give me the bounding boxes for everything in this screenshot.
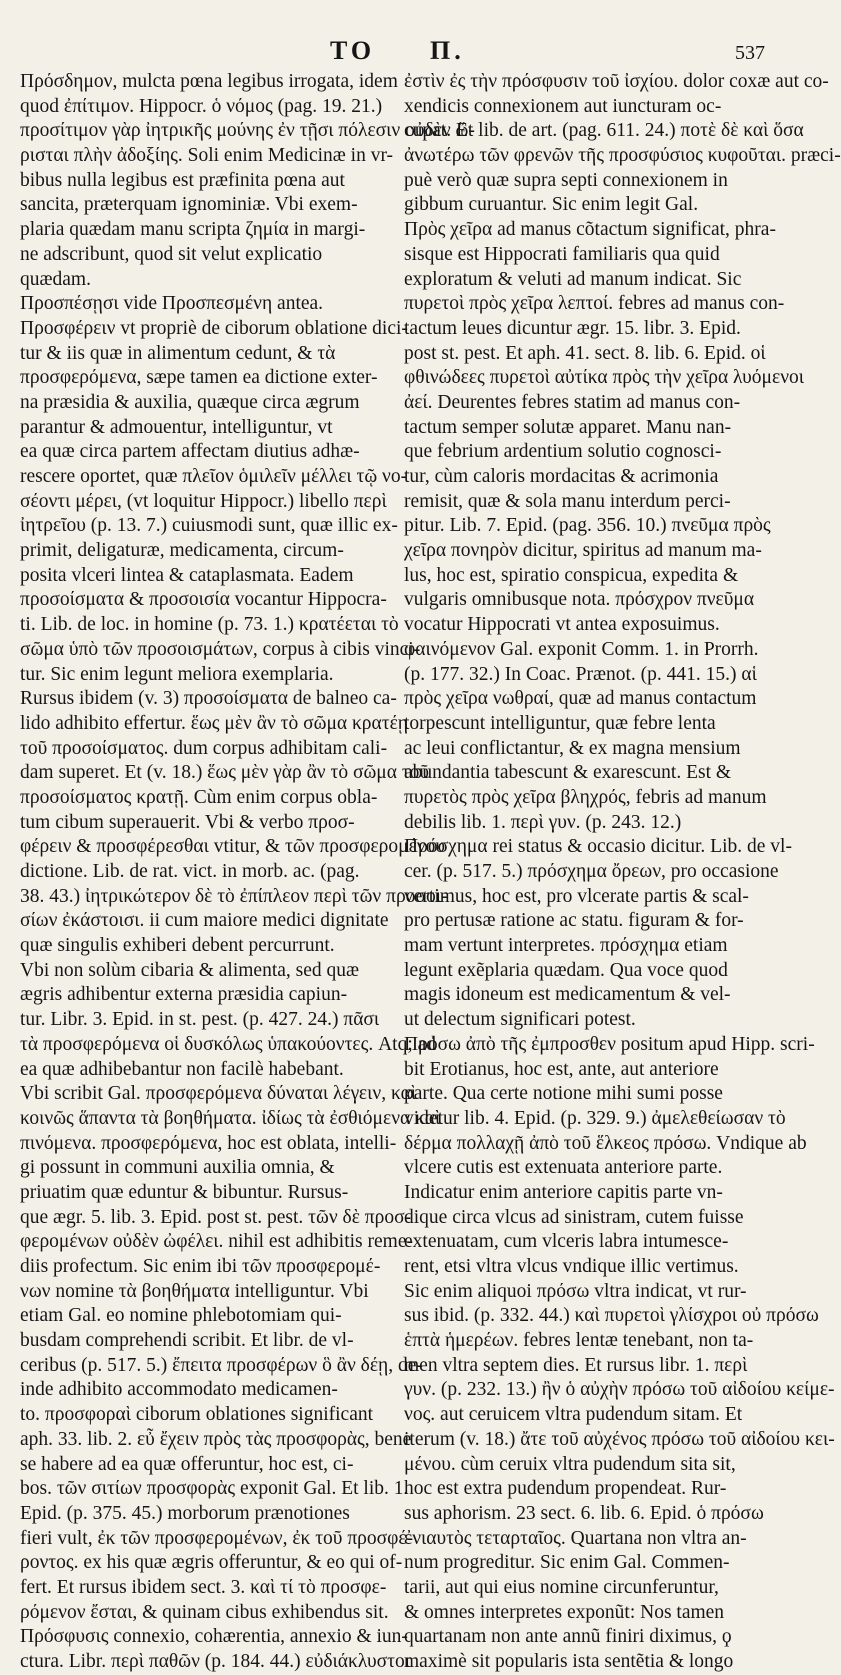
- text-line: quæ singulis exhiberi debent percurrunt.: [20, 935, 335, 957]
- text-line: Sic enim aliquoi πρόσω vltra indicat, vt rur-: [404, 1280, 747, 1302]
- text-line: ea quæ adhibebantur non facilè habebant.: [20, 1058, 344, 1080]
- text-line: σίων ἐκάστοισι. ii cum maiore medici dignitate: [20, 910, 389, 932]
- page-number: 537: [735, 42, 765, 64]
- text-line: ροντος. ex his quæ ægris offeruntur, & eo qui of-: [20, 1552, 403, 1574]
- text-line: Πρόσφυσις connexio, cohærentia, annexio & iun-: [20, 1626, 408, 1648]
- text-line: & omnes interpretes exponũt: Nos tamen: [404, 1601, 725, 1623]
- text-line: tur. Sic enim legunt meliora exemplaria.: [20, 663, 334, 685]
- text-line: φθινώδεες πυρετοὶ αὐτίκα πρὸς τὴν χεῖρα λυόμενοι: [404, 367, 805, 389]
- text-line: etiam Gal. eo nomine phlebotomiam qui-: [20, 1305, 342, 1327]
- text-line: τὰ προσφερόμενα οἱ δυσκόλως ὑπακούοντες. Atq; ad: [20, 1033, 437, 1055]
- text-line: torpescunt intelliguntur, quæ febre lenta: [404, 712, 716, 734]
- text-line: se habere ad ea quæ offeruntur, hoc est, ci-: [20, 1453, 354, 1475]
- text-line: ctura. Libr. περὶ παθῶν (p. 184. 44.) εὐδιάκλυστοι: [20, 1651, 410, 1672]
- text-line: tactum semper solutæ apparet. Manu nan-: [404, 416, 732, 438]
- text-line: rent, etsi vltra vlcus vndique illic vertimus.: [404, 1256, 739, 1277]
- text-line: quartanam non ante annũ finiri diximus, ϙ: [404, 1626, 732, 1648]
- text-line: Πρόσω ἀπὸ τῆς ἐμπροσθεν positum apud Hipp. scri-: [404, 1033, 815, 1055]
- text-line: κοινῶς ἅπαντα τὰ βοηθήματα. ἰδίως τὰ ἐσθιόμενα καὶ: [20, 1107, 441, 1129]
- text-line: pro pertusæ ratione ac statu. figuram & for-: [404, 910, 744, 932]
- text-line: gi possunt in communi auxilia omnia, &: [20, 1157, 335, 1179]
- text-line: ρόμενον ἔσται, & quinam cibus exhibendus sit.: [20, 1601, 389, 1623]
- text-line: σέοντι μέρει, (vt loquitur Hippocr.) libello περὶ: [20, 490, 387, 512]
- text-line: maximè sit popularis ista sentẽtia & longo: [404, 1651, 734, 1672]
- text-line: videtur lib. 4. Epid. (p. 329. 9.) ἀμελεθείωσαν τὸ: [404, 1107, 786, 1129]
- text-line: diis profectum. Sic enim ibi τῶν προσφερομέ-: [20, 1256, 381, 1277]
- text-line: τοῦ προσοίσματος. dum corpus adhibitam cali-: [20, 737, 388, 759]
- header-right: Π.: [430, 36, 465, 65]
- text-line: ἑπτὰ ἡμερέων. febres lentæ tenebant, non ta-: [404, 1330, 754, 1352]
- text-line: plaria quædam manu scripta ζημία in margi-: [20, 219, 366, 241]
- text-line: Vbi non solùm cibaria & alimenta, sed quæ: [20, 959, 360, 981]
- text-line: lus, hoc est, spiratio conspicua, expedita &: [404, 564, 739, 586]
- text-line: sus aphorism. 23 sect. 6. lib. 6. Epid. ὁ πρόσω: [404, 1502, 764, 1524]
- text-line: Indicatur enim anteriore capitis parte vn-: [404, 1181, 723, 1203]
- text-line: μένου. cùm ceruix vltra pudendum sita sit,: [404, 1453, 736, 1475]
- text-line: (p. 177. 32.) In Coac. Prænot. (p. 441. 15.) αἱ: [404, 663, 757, 685]
- text-line: cupat. Et lib. de art. (pag. 611. 24.) ποτὲ δὲ καὶ ὅσα: [404, 120, 804, 142]
- text-line: men vltra septem dies. Et rursus libr. 1. περὶ: [404, 1354, 748, 1376]
- text-line: pitur. Lib. 7. Epid. (pag. 356. 10.) πνεῦμα πρὸς: [404, 515, 771, 537]
- text-line: προσίτιμον γὰρ ἰητρικῆς μούνης ἐν τῇσι πόλεσιν οὐδὲν ὥ-: [20, 120, 475, 142]
- text-line: bibus nulla legibus est præfinita pœna aut: [20, 169, 345, 191]
- text-line: Προσφέρειν vt propriè de ciborum oblatione dici-: [20, 317, 408, 339]
- text-line: hoc est extra pudendum propendeat. Rur-: [404, 1478, 727, 1500]
- text-line: posita vlceri lintea & cataplasmata. Eadem: [20, 564, 354, 586]
- text-line: remisit, quæ & sola manu interdum perci-: [404, 490, 731, 512]
- text-line: tactum leues dicuntur ægr. 15. libr. 3. Epid.: [404, 317, 741, 339]
- text-line: ρισται πλὴν ἀδοξίης. Soli enim Medicinæ in vr-: [20, 145, 394, 167]
- text-line: fieri vult, ἐκ τῶν προσφερομένων, ἐκ τοῦ προσφέ-: [20, 1527, 414, 1549]
- text-line: προσφερόμενα, sæpe tamen ea dictione exter-: [20, 367, 378, 389]
- text-line: Epid. (p. 375. 45.) morborum prænotiones: [20, 1502, 350, 1524]
- text-line: cer. (p. 517. 5.) πρόσχημα ὄρεων, pro occasione: [404, 861, 779, 882]
- text-line: tum cibum superauerit. Vbi & verbo προσ-: [20, 811, 355, 833]
- text-line: προσοίσματος κρατῇ. Cùm enim corpus obla-: [20, 786, 378, 808]
- text-line: xendicis connexionem aut iuncturam oc-: [404, 95, 722, 117]
- text-line: ἀνωτέρω τῶν φρενῶν τῆς προσφύσιος κυφοῦται. præci-: [404, 145, 841, 167]
- text-line: Πρόσχημα rei status & occasio dicitur. Lib. de vl-: [404, 836, 792, 858]
- text-line: lido adhibito effertur. ἕως μὲν ἂν τὸ σῶμα κρατέῃ: [20, 712, 408, 734]
- text-line: busdam comprehendi scribit. Et libr. de vl-: [20, 1330, 354, 1352]
- text-line: priuatim quæ eduntur & bibuntur. Rursus-: [20, 1181, 349, 1203]
- text-line: sus ibid. (p. 332. 44.) καὶ πυρετοὶ γλίσχροι οὐ πρόσω: [404, 1305, 819, 1327]
- text-line: bos. τῶν σιτίων προσφορὰς exponit Gal. Et lib. 1.: [20, 1478, 409, 1500]
- text-line: Πρὸς χεῖρα ad manus cõtactum significat, phra-: [404, 219, 776, 241]
- text-line: mam vertunt interpretes. πρόσχημα etiam: [404, 935, 728, 957]
- text-line: inde adhibito accommodato medicamen-: [20, 1379, 338, 1401]
- text-line: φέρειν & προσφέρεσθαι vtitur, & τῶν προσφερομένου: [20, 836, 445, 858]
- text-line: Προσπέσῃσι vide Προσπεσμένη antea.: [20, 293, 324, 315]
- text-line: gibbum curuantur. Sic enim legit Gal.: [404, 194, 699, 216]
- text-line: post st. pest. Et aph. 41. sect. 8. lib. 6. Epid. οἱ: [404, 342, 766, 364]
- text-line: fert. Et rursus ibidem sect. 3. καὶ τί τὸ προσφε-: [20, 1576, 387, 1598]
- text-line: sisque est Hippocrati familiaris qua quid: [404, 243, 720, 265]
- text-line: φερομένων οὐδὲν ὠφέλει. nihil est adhibitis reme-: [20, 1231, 413, 1253]
- text-line: γυν. (p. 232. 13.) ἢν ὁ αὐχὴν πρόσω τοῦ αἰδοίου κείμε-: [404, 1379, 835, 1401]
- text-line: σῶμα ὑπὸ τῶν προσοισμάτων, corpus à cibis vinci-: [20, 638, 421, 660]
- text-line: aph. 33. lib. 2. εὖ ἔχειν πρὸς τὰς προσφορὰς, bene: [20, 1428, 412, 1450]
- text-line: legunt exẽplaria quædam. Qua voce quod: [404, 959, 728, 981]
- header-left: TO: [330, 36, 376, 65]
- text-line: tur & iis quæ in alimentum cedunt, & τὰ: [20, 342, 336, 364]
- text-line: quædam.: [20, 268, 91, 290]
- text-line: πυρετοὶ πρὸς χεῖρα λεπτοί. febres ad manus con-: [404, 293, 785, 315]
- text-line: Rursus ibidem (v. 3) προσοίσματα de balneo ca-: [20, 688, 397, 710]
- text-line: Πρόσδημον, mulcta pœna legibus irrogata, idem: [20, 71, 398, 92]
- text-line: ut delectum significari potest.: [404, 1009, 636, 1031]
- running-header: [0, 36, 800, 72]
- text-line: δέρμα πολλαχῇ ἀπὸ τοῦ ἕλκεος πρόσω. Vndique ab: [404, 1132, 807, 1154]
- text-line: iterum (v. 18.) ἄτε τοῦ αὐχένος πρόσω τοῦ αἰδοίου κει-: [404, 1428, 835, 1450]
- text-line: que febrium ardentium solutio cognosci-: [404, 441, 722, 463]
- text-line: ceribus (p. 517. 5.) ἔπειτα προσφέρων ὃ ἂν δέῃ, de-: [20, 1354, 423, 1376]
- text-line: ἰητρεῖου (p. 13. 7.) cuiusmodi sunt, quæ illic ex-: [20, 515, 398, 537]
- text-line: num progreditur. Sic enim Gal. Commen-: [404, 1552, 730, 1574]
- text-line: vocatur Hippocrati vt antea exposuimus.: [404, 614, 720, 636]
- text-line: rescere oportet, quæ πλεῖον ὁμιλεῖν μέλλει τῷ νο-: [20, 466, 408, 487]
- text-line: ægris adhibentur externa præsidia capiun-: [20, 984, 348, 1006]
- text-line: exploratum & veluti ad manum indicat. Sic: [404, 268, 742, 290]
- text-line: dique circa vlcus ad sinistram, cutem fuisse: [404, 1206, 744, 1228]
- text-line: ἐνιαυτὸς τεταρταῖος. Quartana non vltra an-: [404, 1527, 747, 1549]
- text-line: na præsidia & auxilia, quæque circa ægrum: [20, 391, 360, 413]
- text-line: to. προσφοραὶ ciborum oblationes significant: [20, 1404, 374, 1426]
- text-line: parantur & admouentur, intelliguntur, vt: [20, 416, 333, 438]
- text-line: vertimus, hoc est, pro vlcerate partis & scal-: [404, 885, 749, 907]
- text-line: magis idoneum est medicamentum & vel-: [404, 984, 731, 1006]
- text-line: que ægr. 5. lib. 3. Epid. post st. pest. τῶν δὲ προσ-: [20, 1206, 412, 1228]
- text-line: extenuatam, cum vlceris labra intumesce-: [404, 1231, 729, 1253]
- text-line: sancita, præterquam ignominiæ. Vbi exem-: [20, 194, 358, 216]
- left-column: [20, 70, 475, 1675]
- text-line: ne adscribunt, quod sit velut explicatio: [20, 243, 323, 265]
- text-line: νος. aut ceruicem vltra pudendum sitam. Et: [404, 1404, 743, 1426]
- text-line: vulgaris omnibusque nota. πρόσχρον πνεῦμα: [404, 589, 755, 611]
- text-line: bit Erotianus, hoc est, ante, aut anteriore: [404, 1058, 719, 1080]
- text-line: νων nomine τὰ βοηθήματα intelliguntur. Vbi: [20, 1280, 369, 1302]
- text-line: ti. Lib. de loc. in homine (p. 73. 1.) κρατέεται τὸ: [20, 614, 399, 636]
- text-line: προσοίσματα & προσοισία vocantur Hippocra-: [20, 589, 387, 611]
- text-line: ἀεί. Deurentes febres statim ad manus con-: [404, 391, 741, 413]
- text-line: 38. 43.) ἰητρικώτερον δὲ τὸ ἐπίπλεον περὶ τῶν προσοι-: [20, 885, 448, 907]
- text-line: ac leui conflictantur, & ex magna mensium: [404, 737, 741, 759]
- text-line: dictione. Lib. de rat. vict. in morb. ac. (pag.: [20, 861, 360, 882]
- text-line: tur. Libr. 3. Epid. in st. pest. (p. 427. 24.) πᾶσι: [20, 1009, 380, 1031]
- text-line: puè verò quæ supra septi connexionem in: [404, 169, 728, 191]
- text-line: πρὸς χεῖρα νωθραί, quæ ad manus contactum: [404, 688, 757, 710]
- text-line: abundantia tabescunt & exarescunt. Est &: [404, 762, 732, 784]
- text-line: parte. Qua certe notione mihi sumi posse: [404, 1083, 723, 1105]
- text-line: ἐστὶν ἐς τὴν πρόσφυσιν τοῦ ἰσχίου. dolor coxæ aut co-: [404, 71, 829, 92]
- text-line: quod ἐπίτιμον. Hippocr. ὁ νόμος (pag. 19. 21.): [20, 95, 383, 117]
- text-line: tarii, aut qui eius nomine circunferuntur,: [404, 1576, 719, 1598]
- right-column: [404, 70, 841, 1675]
- text-line: Vbi scribit Gal. προσφερόμενα δύναται λέγειν, καὶ: [20, 1083, 417, 1105]
- text-line: πινόμενα. προσφερόμενα, hoc est oblata, intelli-: [20, 1132, 397, 1154]
- text-line: dam superet. Et (v. 18.) ἕως μὲν γὰρ ἂν τὸ σῶμα τοῦ: [20, 762, 430, 784]
- text-line: vlcere cutis est extenuata anteriore parte.: [404, 1157, 723, 1179]
- text-line: tur, cùm caloris mordacitas & acrimonia: [404, 466, 719, 487]
- text-line: primit, deligaturæ, medicamenta, circum-: [20, 540, 344, 562]
- text-line: χεῖρα πονηρὸν dicitur, spiritus ad manum ma-: [404, 540, 762, 562]
- text-line: debilis lib. 1. περὶ γυν. (p. 243. 12.): [404, 811, 682, 833]
- text-line: πυρετὸς πρὸς χεῖρα βληχρός, febris ad manum: [404, 786, 767, 808]
- text-line: ea quæ circa partem affectam diutius adhæ-: [20, 441, 360, 463]
- text-line: φαινόμενον Gal. exponit Comm. 1. in Prorrh.: [404, 638, 759, 660]
